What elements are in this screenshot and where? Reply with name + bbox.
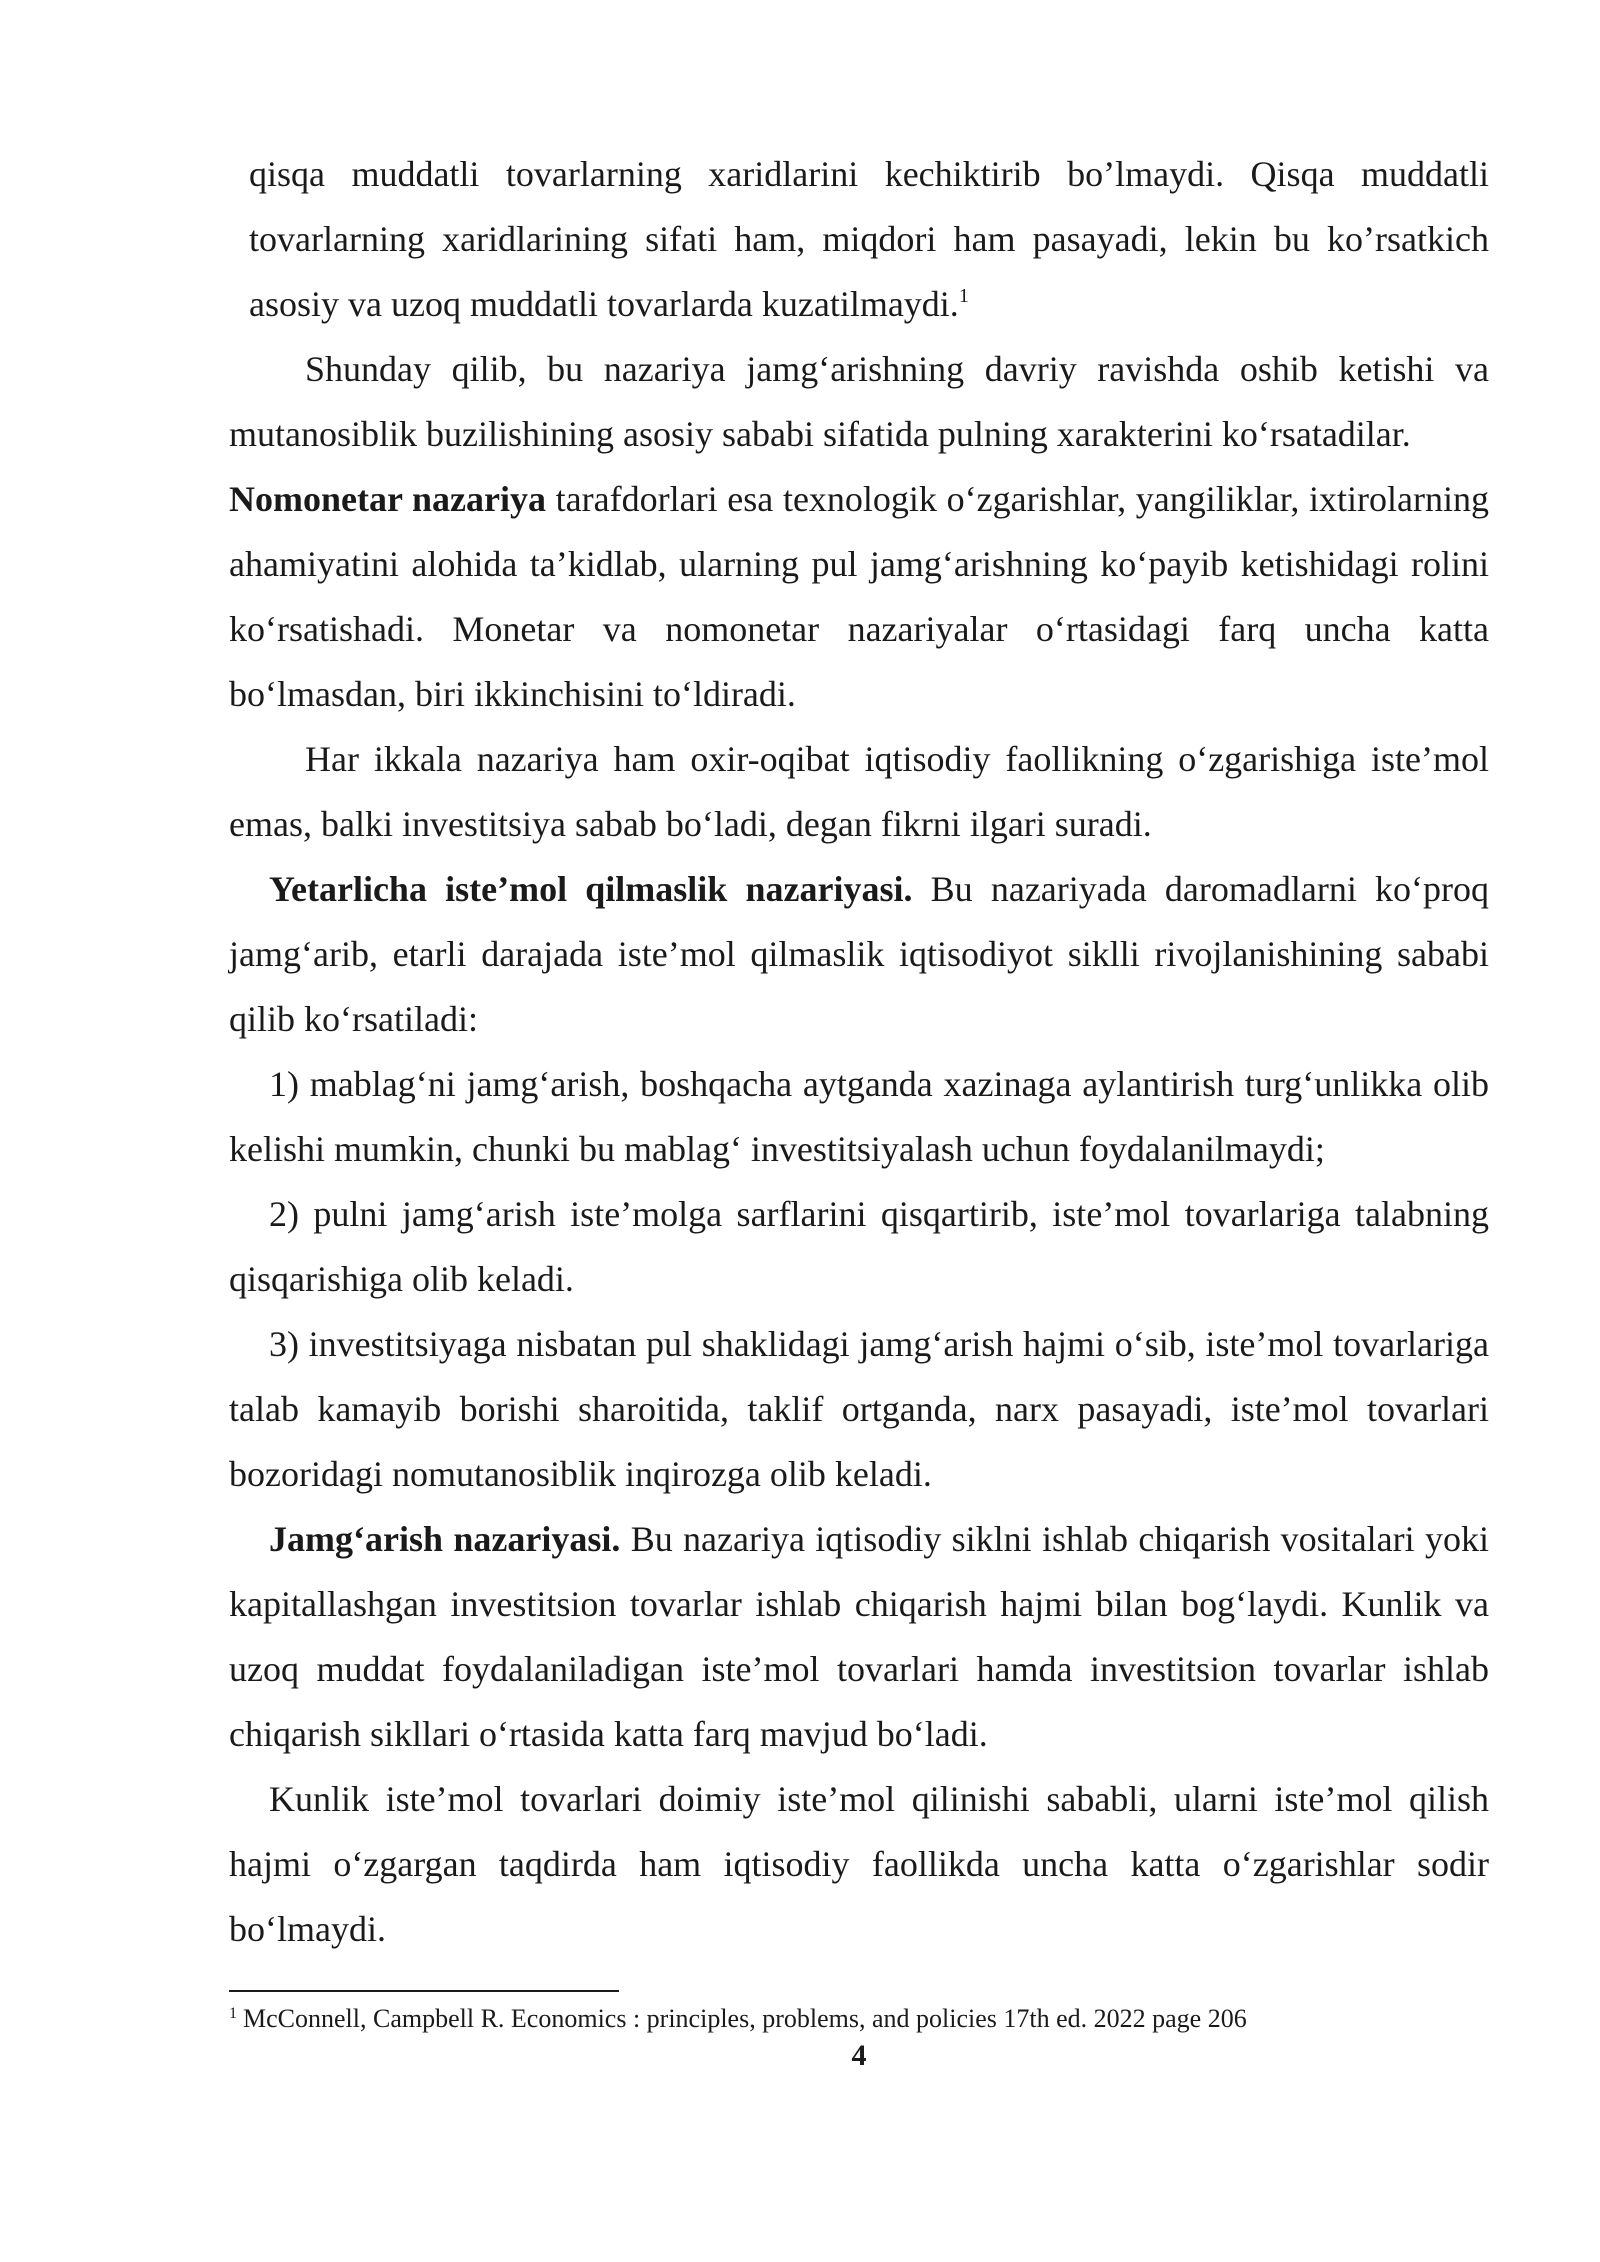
paragraph-text: Bu nazariya iqtisodiy siklni ishlab chiqarish vositalari yoki kapitallashgan investitsion tovarlar ishlab chiqarish hajmi bilan bog‘laydi. Kunlik va uzoq muddat foydalaniladigan iste’mol tovarlari hamda investitsion tovarlar ishlab chiqarish sikllari o‘rtasida katta farq mavjud bo‘ladi. xyxy=(229,1519,1490,1754)
section-heading-inline: Jamg‘arish nazariyasi. xyxy=(269,1519,621,1559)
document-body xyxy=(229,142,1489,1962)
paragraph-1 xyxy=(229,142,1489,337)
paragraph-3 xyxy=(229,467,1489,727)
list-item-2 xyxy=(229,1182,1489,1312)
list-item-text: 2) pulni jamg‘arish iste’molga sarflarini qisqartirib, iste’mol tovarlariga talabning qisqarishiga olib keladi. xyxy=(229,1194,1489,1299)
list-item-1 xyxy=(229,1052,1489,1182)
paragraph-text: Har ikkala nazariya ham oxir-oqibat iqtisodiy faollikning o‘zgarishiga iste’mol emas, balki investitsiya sabab bo‘ladi, degan fikrni ilgari suradi. xyxy=(229,739,1489,844)
paragraph-6 xyxy=(229,1507,1489,1767)
list-item-text: 1) mablag‘ni jamg‘arish, boshqacha aytganda xazinaga aylantirish turg‘unlikka olib kelishi mumkin, chunki bu mablag‘ investitsiyalash uchun foydalanilmaydi; xyxy=(229,1064,1489,1169)
footnote-marker: 1 xyxy=(229,2005,237,2022)
list-item-text: 3) investitsiyaga nisbatan pul shaklidagi jamg‘arish hajmi o‘sib, iste’mol tovarlariga talab kamayib borishi sharoitida, taklif ortganda, narx pasayadi, iste’mol tovarlari bozoridagi nomutanosiblik inqirozga olib keladi. xyxy=(229,1324,1489,1494)
paragraph-text: Shunday qilib, bu nazariya jamg‘arishning davriy ravishda oshib ketishi va mutanosiblik buzilishining asosiy sababi sifatida pulning xarakterini ko‘rsatadilar. xyxy=(229,349,1489,454)
section-heading-inline: Yetarlicha iste’mol qilmaslik nazariyasi. xyxy=(269,869,913,909)
page-number: 4 xyxy=(851,2039,867,2072)
paragraph-7 xyxy=(229,1767,1489,1962)
footnote-separator xyxy=(229,1990,619,1992)
paragraph-text: Kunlik iste’mol tovarlari doimiy iste’mol qilinishi sababli, ularni iste’mol qilish hajmi o‘zgargan taqdirda ham iqtisodiy faollikda uncha katta o‘zgarishlar sodir bo‘lmaydi. xyxy=(229,1779,1489,1949)
footnote xyxy=(229,2002,1489,2036)
paragraph-text: tarafdorlari esa texnologik o‘zgarishlar, yangiliklar, ixtirolarning ahamiyatini alohida ta’kidlab, ularning pul jamg‘arishning ko‘payib ketishidagi rolini ko‘rsatishadi. Monetar va nomonetar nazariyalar o‘rtasidagi farq uncha katta bo‘lmasdan, biri ikkinchisini to‘ldiradi. xyxy=(229,479,1489,714)
footnote-text: McConnell, Campbell R. Economics : principles, problems, and policies 17th ed. 2022 page 206 xyxy=(243,2004,1247,2033)
list-item-3 xyxy=(229,1312,1489,1507)
footnote-reference[interactable]: 1 xyxy=(958,285,969,307)
paragraph-text: qisqa muddatli tovarlarning xaridlarini kechiktirib bo’lmaydi. Qisqa muddatli tovarlarning xaridlarining sifati ham, miqdori ham pasayadi, lekin bu ko’rsatkich asosiy va uzoq muddatli tovarlarda kuzatilmaydi. xyxy=(249,154,1489,324)
paragraph-5 xyxy=(229,857,1489,1052)
paragraph-text: Bu nazariyada daromadlarni ko‘proq jamg‘arib, etarli darajada iste’mol qilmaslik iqtisodiyot siklli rivojlanishining sababi qilib ko‘rsatiladi: xyxy=(229,869,1489,1039)
paragraph-lead-bold: Nomonetar nazariya xyxy=(229,479,546,519)
paragraph-2 xyxy=(229,337,1489,467)
paragraph-4 xyxy=(229,727,1489,857)
